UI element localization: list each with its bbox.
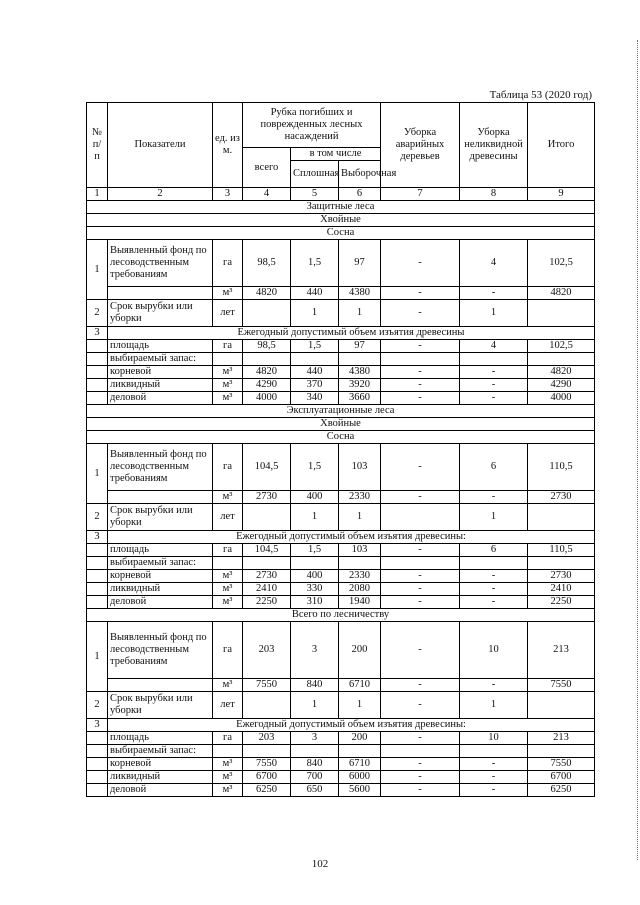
table-caption: Таблица 53 (2020 год) [489,89,592,101]
table-row: 3 Ежегодный допустимый объем изъятия древесины: [87,531,595,544]
species: Сосна [87,227,595,240]
species: Сосна [87,431,595,444]
scan-edge-mark [635,40,638,860]
header-emergency: Уборка аварийных деревьев [381,103,460,188]
table-row: 3 Ежегодный допустимый объем изъятия древесины [87,327,595,340]
section-title: Всего по лесничеству [87,609,595,622]
table-row: корневой м³ 7550 840 6710 - - 7550 [87,758,595,771]
header-illiquid: Уборка неликвидной древесины [460,103,528,188]
header-felling: Рубка погибших и поврежденных лесных насаждений [243,103,381,148]
table-row: 2 Срок вырубки или уборки лет 1 1 1 [87,504,595,531]
table-row: 1 Выявленный фонд по лесоводственным требованиям га 203 3 200 - 10 213 [87,622,595,679]
header-itogo: Итого [528,103,595,188]
section-title: Защитные леса [87,201,595,214]
table-row: выбираемый запас: [87,557,595,570]
table-row: площадь га 98,5 1,5 97 - 4 102,5 [87,340,595,353]
table-row: 2 Срок вырубки или уборки лет 1 1 - 1 [87,692,595,719]
column-number-row: 1 2 3 4 5 6 7 8 9 [87,188,595,201]
header-unit: ед. из м. [213,103,243,188]
table-row: ликвидный м³ 6700 700 6000 - - 6700 [87,771,595,784]
table-row: м³ 7550 840 6710 - - 7550 [87,679,595,692]
table-row: корневой м³ 2730 400 2330 - - 2730 [87,570,595,583]
table-row: деловой м³ 4000 340 3660 - - 4000 [87,392,595,405]
header-solid: Сплошная [291,161,339,188]
header-num: № п/ п [87,103,108,188]
table-row: выбираемый запас: [87,353,595,366]
page-number: 102 [311,858,329,870]
table-row: площадь га 104,5 1,5 103 - 6 110,5 [87,544,595,557]
header-indicator: Показатели [108,103,213,188]
harvest-table [86,102,595,797]
table-row: ликвидный м³ 2410 330 2080 - - 2410 [87,583,595,596]
table-row: м³ 4820 440 4380 - - 4820 [87,287,595,300]
table-row: 1 Выявленный фонд по лесоводственным требованиям га 104,5 1,5 103 - 6 110,5 [87,444,595,491]
table-row: деловой м³ 2250 310 1940 - - 2250 [87,596,595,609]
header-incl: в том числе [291,148,381,161]
table-row: деловой м³ 6250 650 5600 - - 6250 [87,784,595,797]
table-row: ликвидный м³ 4290 370 3920 - - 4290 [87,379,595,392]
table-row: площадь га 203 3 200 - 10 213 [87,732,595,745]
species-group: Хвойные [87,214,595,227]
table-row: 1 Выявленный фонд по лесоводственным требованиям га 98,5 1,5 97 - 4 102,5 [87,240,595,287]
table-row: выбираемый запас: [87,745,595,758]
species-group: Хвойные [87,418,595,431]
header-total: всего [243,148,291,188]
table-row: корневой м³ 4820 440 4380 - - 4820 [87,366,595,379]
table-row: м³ 2730 400 2330 - - 2730 [87,491,595,504]
table-row: 3 Ежегодный допустимый объем изъятия древесины: [87,719,595,732]
section-title: Эксплуатационные леса [87,405,595,418]
table-row: 2 Срок вырубки или уборки лет 1 1 - 1 [87,300,595,327]
header-selective: Выборочная [339,161,381,188]
